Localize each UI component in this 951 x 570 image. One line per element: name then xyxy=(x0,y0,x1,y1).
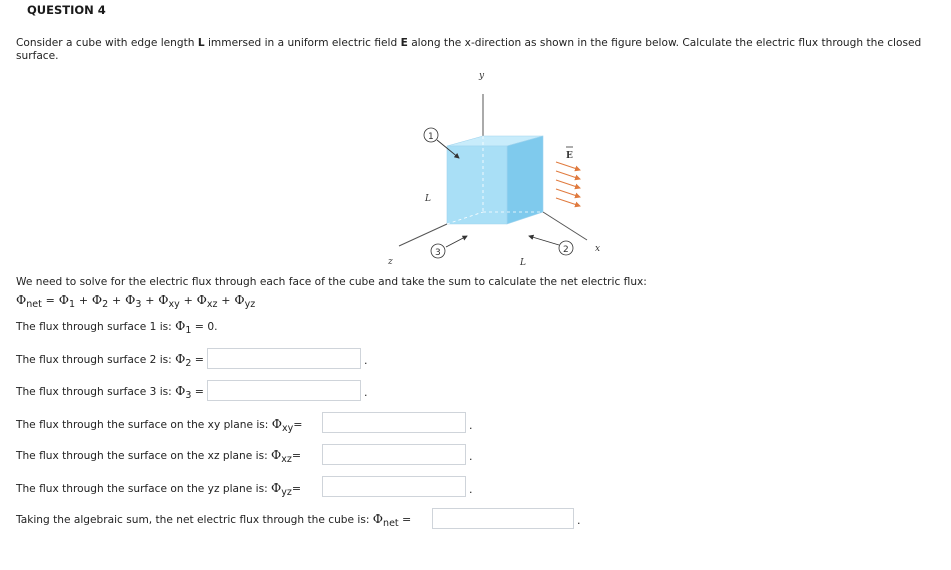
yz-period: . xyxy=(469,483,473,496)
yz-row: The flux through the surface on the yz plane is: Φyz= xyxy=(16,480,302,498)
y-axis-label: y xyxy=(479,71,485,81)
z-axis xyxy=(399,224,447,246)
xz-period: . xyxy=(469,450,473,463)
xz-flux-input[interactable] xyxy=(322,444,466,465)
z-axis-label: z xyxy=(388,257,393,267)
surface1-value: 0. xyxy=(207,321,218,333)
cube-side-face xyxy=(507,136,543,224)
surface1-label: The flux through surface 1 is: xyxy=(16,321,176,333)
field-label-E: E xyxy=(566,151,573,161)
prompt-text-1: Consider a cube with edge length xyxy=(16,37,198,49)
yz-label: The flux through the surface on the yz plane is: xyxy=(16,483,272,495)
xy-period: . xyxy=(469,419,473,432)
surface3-label: The flux through surface 3 is: xyxy=(16,386,176,398)
edge-label-left: L xyxy=(425,194,431,204)
net-period: . xyxy=(577,514,581,527)
xy-label: The flux through the surface on the xy plane is: xyxy=(16,419,272,431)
surface-label-2: 2 xyxy=(563,245,569,255)
question-prompt xyxy=(16,37,941,63)
surface2-period: . xyxy=(364,354,368,367)
prompt-text-2: immersed in a uniform electric field xyxy=(204,37,401,49)
x-axis-label: x xyxy=(595,244,601,254)
xy-row: The flux through the surface on the xy plane is: Φxy= xyxy=(16,416,303,434)
field-arrows xyxy=(556,162,580,206)
surface3-row: The flux through surface 3 is: Φ3 = xyxy=(16,383,205,401)
prompt-text-3: along the x-direction as shown in the figure below. Calculate the electric flux through the closed surface. xyxy=(16,37,922,62)
surface3-flux-input[interactable] xyxy=(207,380,361,401)
edge-label-bottom: L xyxy=(520,258,526,268)
solution-intro: We need to solve for the electric flux through each face of the cube and take the sum to calculate the net electric flux: xyxy=(16,276,647,288)
surface3-period: . xyxy=(364,386,368,399)
surface2-flux-input[interactable] xyxy=(207,348,361,369)
surface-label-1: 1 xyxy=(428,132,434,142)
net-flux-input[interactable] xyxy=(432,508,574,529)
xy-flux-input[interactable] xyxy=(322,412,466,433)
surface2-row: The flux through surface 2 is: Φ2 = xyxy=(16,351,205,369)
cube-figure xyxy=(355,64,615,270)
xz-label: The flux through the surface on the xz plane is: xyxy=(16,450,272,462)
net-row: Taking the algebraic sum, the net electric flux through the cube is: Φnet = xyxy=(16,511,412,529)
surface-label-3: 3 xyxy=(435,248,441,258)
prompt-edge-L: L xyxy=(197,37,205,49)
prompt-field-E: E xyxy=(400,37,408,49)
surface2-label: The flux through surface 2 is: xyxy=(16,354,176,366)
xz-row: The flux through the surface on the xz plane is: Φxz= xyxy=(16,447,302,465)
net-flux-equation: $\Phi_{net} = \Phi_1 + \Phi_2 + \Phi_3 + \Phi_{xy} + \Phi_{xz} + \Phi_{yz}$ xyxy=(16,292,256,310)
yz-flux-input[interactable] xyxy=(322,476,466,497)
x-axis xyxy=(543,212,587,240)
net-label: Taking the algebraic sum, the net electric flux through the cube is: xyxy=(16,514,373,526)
surface1-row: The flux through surface 1 is: Φ1 = 0. xyxy=(16,318,218,336)
question-title: QUESTION 4 xyxy=(27,3,106,17)
